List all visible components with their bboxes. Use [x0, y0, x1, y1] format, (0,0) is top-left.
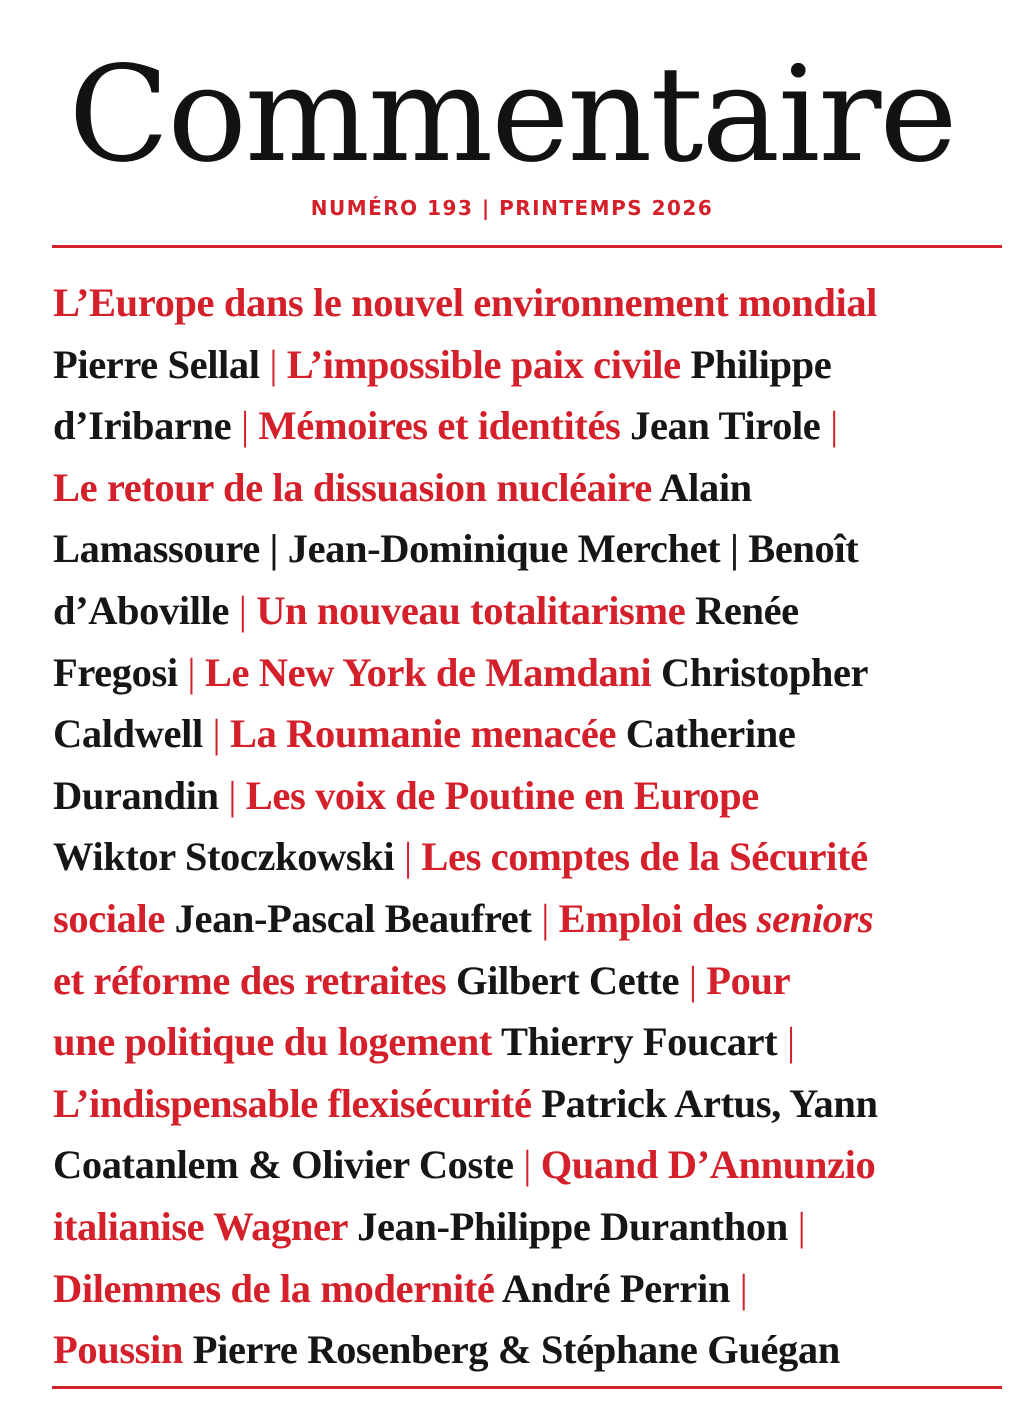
separator: | [830, 403, 838, 449]
contents-line [53, 950, 1003, 1012]
author-name: d’Iribarne [53, 403, 241, 449]
author-name: Christopher [661, 649, 869, 695]
author-name: Jean-Philippe Duranthon [357, 1203, 798, 1249]
article-title: Les comptes de la Sécurité [421, 834, 868, 880]
issue-line: NUMÉRO 193 | PRINTEMPS 2026 [310, 196, 714, 220]
contents-line [53, 642, 1003, 704]
article-title: La Roumanie menacée [229, 711, 626, 757]
separator: | [403, 834, 422, 880]
contents-line [53, 888, 1003, 950]
article-title: Pour [706, 957, 791, 1003]
author-name: Pierre Rosenberg & Stéphane Guégan [192, 1327, 840, 1373]
article-title: une politique du logement [53, 1019, 501, 1065]
author-name: Philippe [690, 341, 832, 387]
contents-line [53, 272, 1003, 334]
contents-line [53, 765, 1003, 827]
article-title: italianise Wagner [53, 1203, 358, 1249]
article-title: Dilemmes de la modernité [53, 1265, 502, 1311]
article-title: Poussin [53, 1327, 193, 1373]
separator: | [688, 957, 707, 1003]
author-name: Patrick Artus, Yann [541, 1080, 878, 1126]
contents-line [53, 826, 1003, 888]
author-name: Gilbert Cette [456, 957, 689, 1003]
article-title: Quand D’Annunzio [540, 1142, 876, 1188]
contents-line [53, 1258, 1003, 1320]
contents-line [53, 1011, 1003, 1073]
contents-line [53, 518, 1003, 580]
author-name: Catherine [625, 711, 796, 757]
top-divider [52, 245, 1002, 248]
separator: | [541, 895, 559, 941]
author-name: Jean Tirole [630, 403, 831, 449]
separator: | [739, 1265, 748, 1311]
bottom-divider [52, 1386, 1002, 1389]
separator: | [228, 772, 246, 818]
separator: | [212, 711, 230, 757]
article-title: et réforme des retraites [53, 957, 457, 1003]
article-title: L’impossible paix civile [286, 341, 691, 387]
article-title: seniors [756, 895, 874, 941]
article-title: L’indispensable flexisécurité [53, 1080, 542, 1126]
magazine-title: Commentaire [68, 38, 956, 192]
contents-line [53, 1134, 1003, 1196]
article-title: Les voix de Poutine en Europe [245, 772, 759, 818]
contents-line [53, 580, 1003, 642]
contents-line [53, 1319, 1003, 1381]
separator: | [797, 1203, 806, 1249]
contents-line [53, 457, 1003, 519]
article-title: Emploi des [558, 895, 757, 941]
contents-line [53, 334, 1003, 396]
table-of-contents [53, 272, 1003, 1381]
article-title: L’Europe dans le nouvel environnement mondial [53, 280, 878, 325]
author-name: Pierre Sellal [53, 341, 270, 387]
author-name: Renée [695, 587, 799, 633]
author-name: Thierry Foucart [500, 1019, 787, 1065]
article-title: Mémoires et identités [258, 403, 631, 449]
separator: | [269, 341, 287, 387]
author-name: André Perrin [501, 1265, 740, 1311]
author-name: Coatanlem & Olivier Coste [53, 1142, 524, 1188]
separator: | [786, 1019, 795, 1065]
contents-line [53, 1073, 1003, 1135]
separator: | [187, 649, 205, 695]
separator: | [523, 1142, 541, 1188]
separator: | [238, 587, 257, 633]
author-name: d’Aboville [53, 587, 239, 633]
article-title: Un nouveau totalitarisme [256, 587, 696, 633]
author-name: Durandin [53, 772, 229, 818]
article-title: Le New York de Mamdani [204, 649, 661, 695]
contents-line [53, 1196, 1003, 1258]
author-name: Fregosi [53, 649, 188, 695]
author-name: Wiktor Stoczkowski [53, 834, 404, 880]
separator: | [240, 403, 259, 449]
author-name: Jean-Pascal Beaufret [174, 895, 542, 941]
author-name: Caldwell [53, 711, 213, 757]
author-name: Alain [659, 464, 752, 510]
contents-line [53, 395, 1003, 457]
author-name: Lamassoure | Jean-Dominique Merchet | Benoît [53, 526, 859, 572]
contents-line [53, 703, 1003, 765]
article-title: Le retour de la dissuasion nucléaire [53, 464, 660, 510]
article-title: sociale [53, 895, 175, 941]
